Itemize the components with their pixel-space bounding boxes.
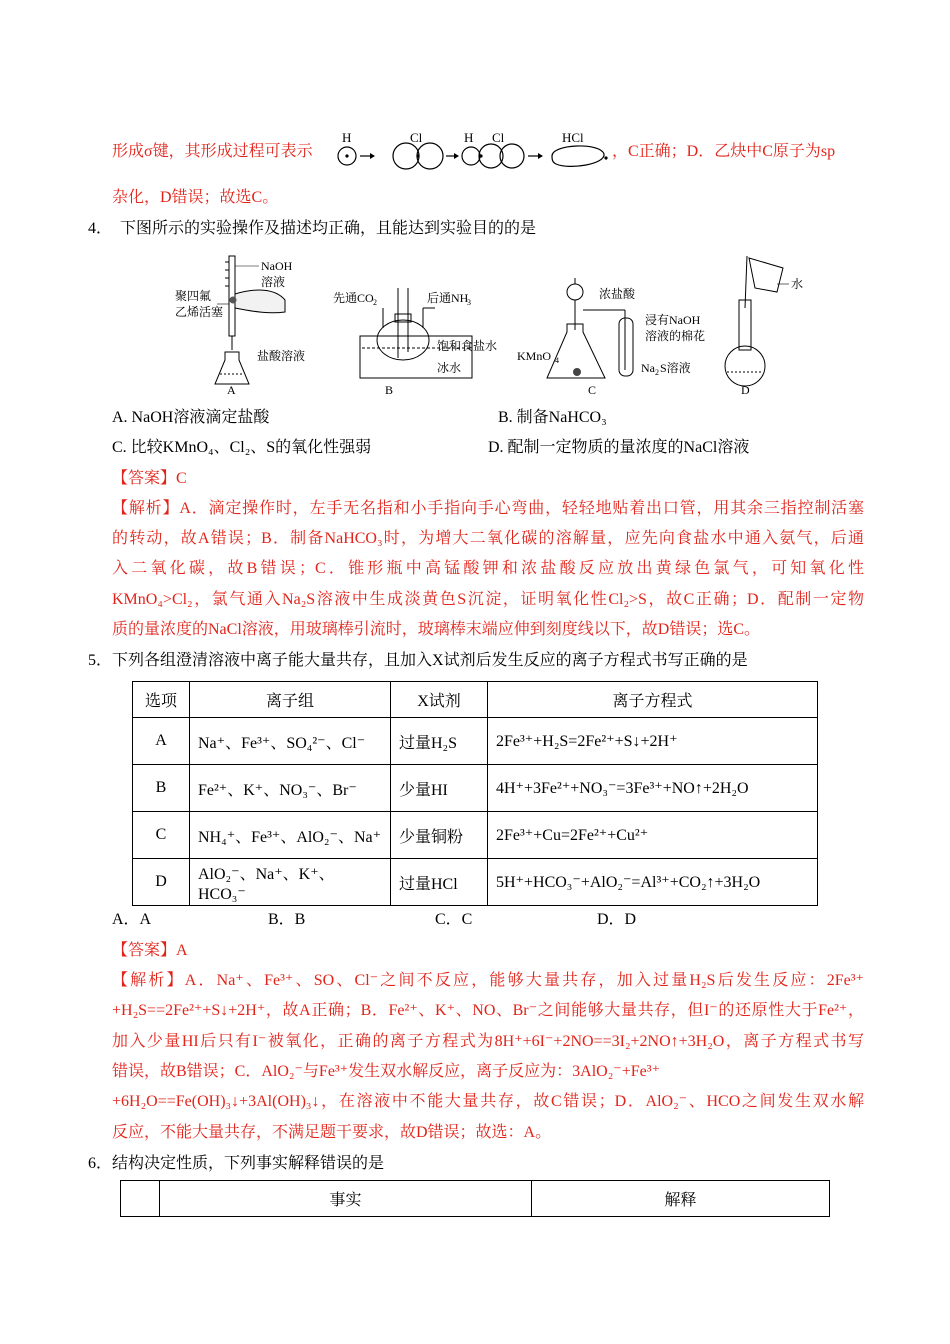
q5-analysis-line-6: 反应，不能大量共存，不满足题干要求，故D错误；故选：A。	[112, 1124, 552, 1141]
fig-c-label-7: 2	[655, 368, 659, 377]
q4-stem	[88, 218, 536, 240]
row-ions: Fe²⁺、K⁺、NO₃⁻、Br⁻	[190, 765, 391, 812]
q4-analysis-line-2: 的转动，故A错误；B．制备NaHCO₃时，为增大二氧化碳的溶解量，应先向食盐水中通入氨气，后通	[112, 530, 864, 547]
diagram-cl1: Cl	[410, 130, 423, 145]
diagram-hcl: HCl	[562, 130, 584, 145]
figure-d-flask	[725, 256, 803, 397]
q5-choice-b: B．B	[268, 911, 306, 928]
fig-c-label-4: KMnO	[517, 349, 552, 363]
row-reagent: 少量HI	[391, 765, 488, 812]
q5-stem-text: 下列各组澄清溶液中离子能大量共存，且加入X试剂后发生反应的离子方程式书写正确的是	[112, 652, 748, 669]
hcl-orbital-diagram	[330, 128, 612, 176]
row-equation: 2Fe³⁺+H₂S=2Fe²⁺+S↓+2H⁺	[488, 718, 818, 765]
q3-line1-b: ，C正确；D．乙炔中C原子为sp	[612, 143, 836, 160]
fig-c-label-6: Na	[641, 361, 655, 375]
fig-c-label-2: 浸有NaOH	[645, 313, 701, 327]
fig-c-label-5: 4	[555, 356, 559, 365]
q5-header-ions: 离子组	[190, 682, 391, 718]
q3-line1-a: 形成σ键，其形成过程可表示	[112, 143, 313, 160]
diagram-cl2: Cl	[492, 130, 505, 145]
row-option: D	[133, 859, 190, 906]
figure-b-nahco3	[333, 288, 497, 397]
fig-d-label-1: 水	[791, 277, 804, 291]
q5-analysis-line-5: +6H₂O==Fe(OH)₃↓+3Al(OH)₃↓，在溶液中不能大量共存，故C错误；D．AlO₂⁻、HCO之间发生双水解	[112, 1093, 864, 1110]
q4-analysis-line-3: 入二氧化碳，故B错误；C．锥形瓶中高锰酸钾和浓盐酸反应放出黄绿色氯气，可知氧化性	[112, 560, 864, 577]
row-equation: 5H⁺+HCO₃⁻+AlO₂⁻=Al³⁺+CO₂↑+3H₂O	[488, 859, 818, 906]
diagram-h1: H	[342, 130, 352, 145]
q5-header-equation: 离子方程式	[488, 682, 818, 718]
q5-analysis-line-2: +H₂S==2Fe²⁺+S↓+2H⁺，故A正确；B．Fe²⁺、K⁺、NO、Br⁻之间能够大量共存，但I⁻的还原性大于Fe²⁺，	[112, 1002, 864, 1019]
fig-a-label-5: 盐酸溶液	[257, 349, 306, 363]
q5-analysis-line-1: 【解析】A．Na⁺、Fe³⁺、SO、Cl⁻之间不反应，能够大量共存，加入过量H₂S后发生反应：2Fe³⁺	[112, 972, 864, 989]
q5-number: 5．	[88, 652, 113, 669]
q4-number: 4．	[88, 220, 113, 237]
q6-header-blank	[121, 1181, 160, 1217]
q6-header-explanation: 解释	[532, 1181, 830, 1217]
row-ions: NH₄⁺、Fe³⁺、AlO₂⁻、Na⁺	[190, 812, 391, 859]
q5-stem	[88, 650, 748, 672]
row-reagent: 过量H₂S	[391, 718, 488, 765]
q5-choice-d: D．D	[597, 911, 637, 928]
row-ions: Na⁺、Fe³⁺、SO₄²⁻、Cl⁻	[190, 718, 391, 765]
q6-table	[120, 1180, 830, 1217]
q4-analysis-line-5: 质的量浓度的NaCl溶液，用玻璃棒引流时，玻璃棒末端应伸到刻度线以下，故D错误；选C。	[112, 621, 761, 638]
row-option: C	[133, 812, 190, 859]
table-row	[133, 765, 818, 812]
q6-number: 6．	[88, 1155, 113, 1172]
q4-option-d: D. 配制一定物质的量浓度的NaCl溶液	[488, 439, 750, 456]
fig-b-label-4: 3	[467, 298, 471, 307]
figure-a-titration	[175, 256, 305, 397]
fig-b-label-5: 饱和食盐水	[437, 339, 498, 353]
table-row	[133, 859, 818, 906]
q3-line2: 杂化，D错误；故选C。	[112, 189, 279, 206]
row-ions: AlO₂⁻、Na⁺、K⁺、HCO₃⁻	[190, 859, 391, 906]
q6-table-header	[121, 1181, 830, 1217]
q5-analysis-line-4: 错误，故B错误；C．AlO₂⁻与Fe³⁺发生双水解反应，离子反应为：3AlO₂⁻+Fe³⁺	[112, 1063, 661, 1080]
q5-choice-a: A．A	[112, 911, 152, 928]
q4-stem-text: 下图所示的实验操作及描述均正确，且能达到实验目的的是	[120, 220, 537, 237]
q4-answer: 【答案】C	[112, 470, 187, 487]
fig-b-label-1: 先通CO	[333, 291, 374, 305]
row-equation: 4H⁺+3Fe²⁺+NO₃⁻=3Fe³⁺+NO↑+2H₂O	[488, 765, 818, 812]
row-reagent: 过量HCl	[391, 859, 488, 906]
q5-table	[132, 681, 818, 906]
row-option: A	[133, 718, 190, 765]
fig-b-label-3: 后通NH	[427, 291, 469, 305]
q5-answer: 【答案】A	[112, 942, 188, 959]
q6-stem-text: 结构决定性质，下列事实解释错误的是	[112, 1155, 385, 1172]
q4-option-c: C. 比较KMnO₄、Cl₂、S的氧化性强弱	[112, 439, 372, 456]
fig-b-label-2: 2	[373, 298, 377, 307]
fig-c-label-9: C	[588, 383, 597, 397]
table-row	[133, 812, 818, 859]
q5-header-option: 选项	[133, 682, 190, 718]
q5-table-header	[133, 682, 818, 718]
q4-option-b: B. 制备NaHCO₃	[498, 409, 607, 426]
q6-stem	[88, 1153, 384, 1175]
fig-a-label-1: NaOH	[261, 259, 293, 273]
fig-b-label-6: 冰水	[437, 361, 462, 375]
q5-header-reagent: X试剂	[391, 682, 488, 718]
fig-b-label-7: B	[385, 383, 394, 397]
q4-apparatus-figure	[165, 248, 815, 400]
q4-analysis-line-1: 【解析】A．滴定操作时，左手无名指和小手指向手心弯曲，轻轻地贴着出口管，用其余三指控制活塞	[112, 500, 864, 517]
q4-analysis-line-4: KMnO₄>Cl₂，氯气通入Na₂S溶液中生成淡黄色S沉淀，证明氧化性Cl₂>S，故C正确；D．配制一定物	[112, 591, 864, 608]
q5-choice-c: C．C	[435, 911, 473, 928]
fig-d-label-2: D	[741, 383, 750, 397]
q4-option-a: A. NaOH溶液滴定盐酸	[112, 409, 270, 426]
fig-a-label-4: 乙烯活塞	[175, 305, 224, 319]
row-option: B	[133, 765, 190, 812]
diagram-h2: H	[464, 130, 474, 145]
row-equation: 2Fe³⁺+Cu=2Fe²⁺+Cu²⁺	[488, 812, 818, 859]
row-reagent: 少量铜粉	[391, 812, 488, 859]
q6-header-fact: 事实	[160, 1181, 532, 1217]
fig-a-label-3: 聚四氟	[175, 289, 212, 303]
figure-c-chlorine	[517, 278, 705, 397]
q5-analysis-line-3: 加入少量HI后只有I⁻被氧化，正确的离子方程式为8H⁺+6I⁻+2NO==3I₂+2NO↑+3H₂O，离子方程式书写	[112, 1033, 864, 1050]
fig-a-label-6: A	[227, 383, 236, 397]
table-row	[133, 718, 818, 765]
fig-c-label-3: 溶液的棉花	[645, 329, 706, 343]
fig-c-label-1: 浓盐酸	[599, 287, 636, 301]
fig-c-label-8: S溶液	[660, 361, 691, 375]
fig-a-label-2: 溶液	[261, 275, 286, 289]
